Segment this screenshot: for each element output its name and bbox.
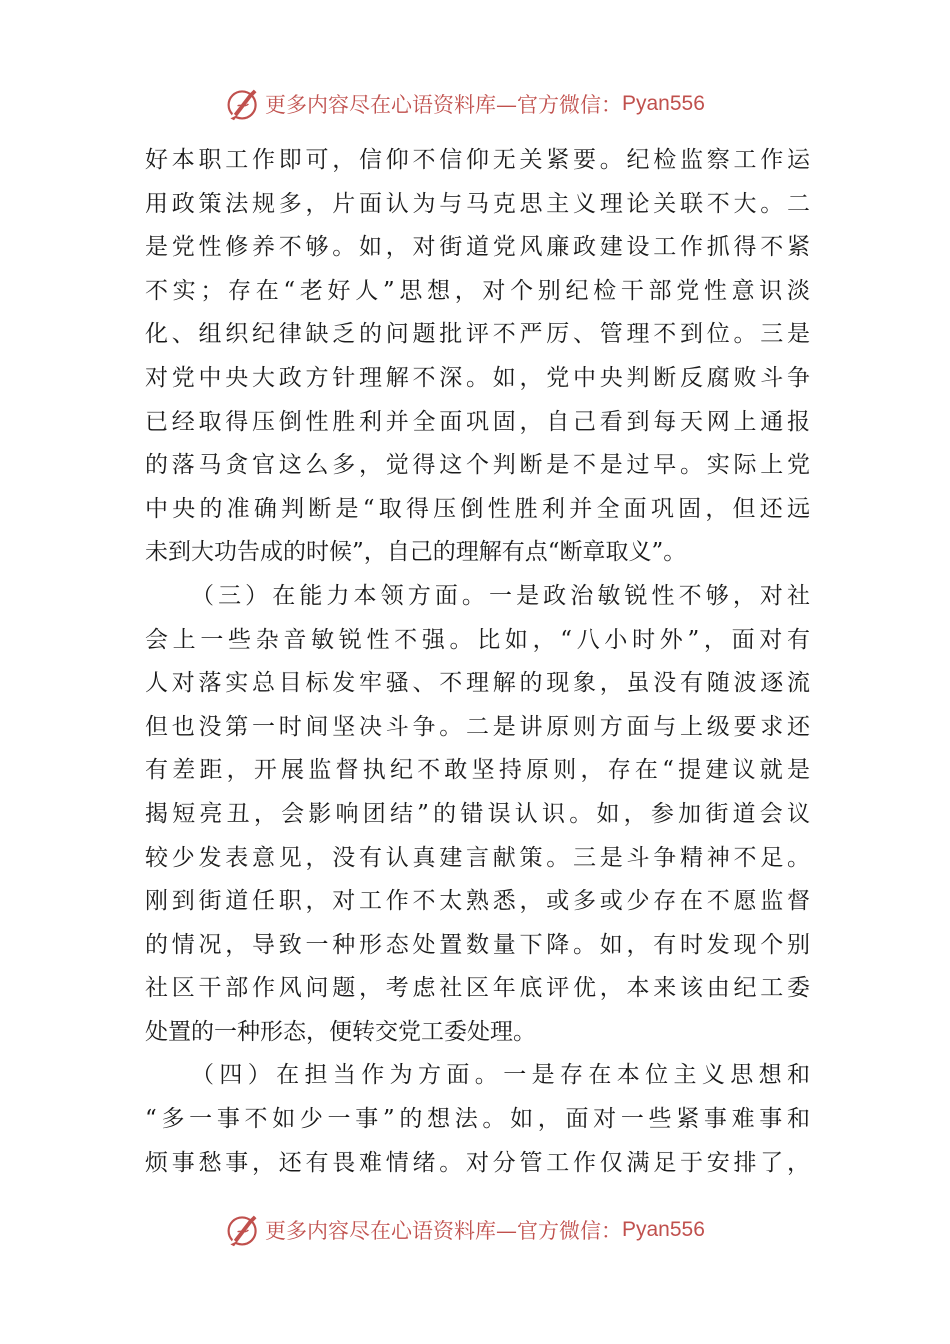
- text-line: 社区干部作风问题，考虑社区年底评优，本来该由纪工委: [145, 975, 810, 1002]
- text-line: 有差距，开展监督执纪不敢坚持原则，存在“提建议就是: [145, 757, 810, 784]
- section-heading-line: （四）在担当作为方面。一是存在本位主义思想和: [191, 1062, 810, 1089]
- pen-logo-icon: [225, 1212, 261, 1248]
- text-line: 烦事愁事，还有畏难情绪。对分管工作仅满足于安排了，: [145, 1149, 810, 1176]
- text-line: 未到大功告成的时候”，自己的理解有点“断章取义”。: [145, 539, 687, 566]
- text-line: 的落马贪官这么多，觉得这个判断是不是过早。实际上党: [145, 452, 810, 479]
- text-line: “多一事不如少一事”的想法。如，面对一些紧事难事和: [145, 1106, 810, 1133]
- footer-banner-text: 更多内容尽在心语资料库—官方微信：: [265, 1219, 622, 1243]
- footer-watermark-banner: [225, 1210, 705, 1250]
- text-line: 刚到街道任职，对工作不太熟悉，或多或少存在不愿监督: [145, 888, 810, 915]
- document-body: [145, 139, 810, 1185]
- text-line: 揭短亮丑，会影响团结”的错误认识。如，参加街道会议: [145, 800, 810, 827]
- text-line: 但也没第一时间坚决斗争。二是讲原则方面与上级要求还: [145, 713, 810, 740]
- text-line: 好本职工作即可，信仰不信仰无关紧要。纪检监察工作运: [145, 147, 810, 173]
- text-line: 化、组织纪律缺乏的问题批评不严厉、管理不到位。三是: [145, 321, 810, 348]
- section-heading-line: （三）在能力本领方面。一是政治敏锐性不够，对社: [191, 582, 810, 609]
- header-banner-text: 更多内容尽在心语资料库—官方微信：: [265, 93, 622, 117]
- text-line: 人对落实总目标发牢骚、不理解的现象，虽没有随波逐流: [145, 670, 810, 697]
- header-wechat-id: Pyan556: [622, 92, 705, 115]
- text-line: 对党中央大政方针理解不深。如，党中央判断反腐败斗争: [145, 364, 810, 391]
- text-line: 较少发表意见，没有认真建言献策。三是斗争精神不足。: [145, 844, 810, 871]
- footer-wechat-id: Pyan556: [622, 1218, 705, 1241]
- pen-logo-icon: [225, 86, 261, 122]
- text-line: 中央的准确判断是“取得压倒性胜利并全面巩固，但还远: [145, 495, 810, 522]
- text-line: 处置的一种形态，便转交党工委处理。: [145, 1018, 536, 1045]
- text-line: 的情况，导致一种形态处置数量下降。如，有时发现个别: [145, 931, 810, 958]
- text-line: 是党性修养不够。如，对街道党风廉政建设工作抓得不紧: [145, 234, 810, 261]
- text-line: 不实；存在“老好人”思想，对个别纪检干部党性意识淡: [145, 277, 810, 304]
- text-line: 用政策法规多，片面认为与马克思主义理论关联不大。二: [145, 190, 810, 217]
- header-watermark-banner: [225, 84, 705, 124]
- text-line: 会上一些杂音敏锐性不强。比如，“八小时外”，面对有: [145, 626, 810, 653]
- text-line: 已经取得压倒性胜利并全面巩固，自己看到每天网上通报: [145, 408, 810, 435]
